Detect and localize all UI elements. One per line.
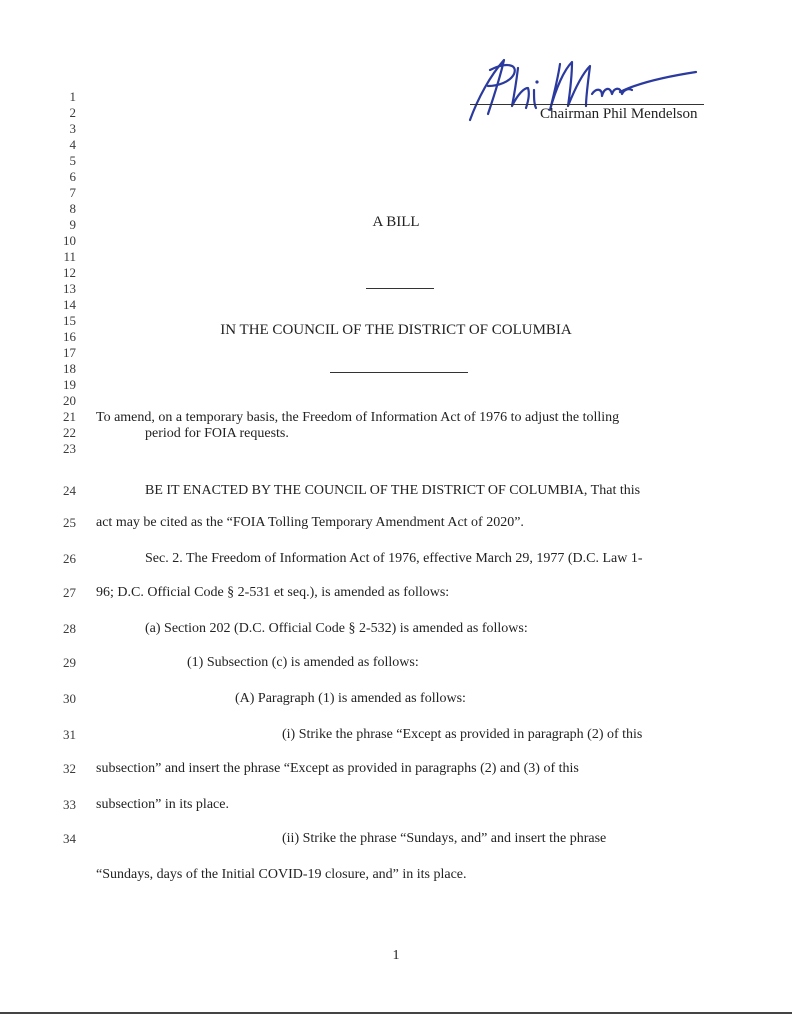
- chairman-name: Chairman Phil Mendelson: [540, 106, 698, 122]
- line-number: 7: [69, 185, 76, 200]
- line-number: 26: [63, 551, 76, 566]
- line-number: 17: [63, 345, 76, 360]
- line-number: 22: [63, 425, 76, 440]
- line-number: 6: [69, 169, 76, 184]
- body-line-32: subsection” in its place.: [96, 797, 229, 812]
- line-number: 21: [63, 409, 76, 424]
- line-number: 28: [63, 621, 76, 636]
- divider-long: [330, 372, 468, 373]
- line-number: 10: [63, 233, 76, 248]
- signature-line: [470, 104, 704, 105]
- line-number: 14: [63, 297, 76, 312]
- line-number: 23: [63, 441, 76, 456]
- line-number: 12: [63, 265, 76, 280]
- body-line-34: “Sundays, days of the Initial COVID-19 closure, and” in its place.: [96, 867, 467, 882]
- line-number: 19: [63, 377, 76, 392]
- body-line-28: (1) Subsection (c) is amended as follows:: [187, 655, 419, 670]
- line-number: 15: [63, 313, 76, 328]
- line-number: 20: [63, 393, 76, 408]
- body-line-26: 96; D.C. Official Code § 2-531 et seq.), is amended as follows:: [96, 585, 450, 600]
- page-number: 1: [392, 948, 400, 963]
- purpose-line-2: period for FOIA requests.: [145, 426, 289, 441]
- line-number: 33: [63, 797, 76, 812]
- line-number: 30: [63, 691, 76, 706]
- line-number: 3: [69, 121, 76, 136]
- line-number: 1: [69, 89, 76, 104]
- body-line-29: (A) Paragraph (1) is amended as follows:: [235, 691, 466, 706]
- body-line-27: (a) Section 202 (D.C. Official Code § 2-532) is amended as follows:: [145, 621, 528, 636]
- purpose-line-1: To amend, on a temporary basis, the Freedom of Information Act of 1976 to adjust the tolling: [96, 410, 620, 425]
- line-number: 8: [69, 201, 76, 216]
- body-line-24: act may be cited as the “FOIA Tolling Temporary Amendment Act of 2020”.: [96, 515, 524, 530]
- body-line-25: Sec. 2. The Freedom of Information Act of 1976, effective March 29, 1977 (D.C. Law 1-: [145, 551, 643, 566]
- line-number: 31: [63, 727, 76, 742]
- line-number: 34: [63, 831, 76, 846]
- line-number: 16: [63, 329, 76, 344]
- line-number: 9: [69, 217, 76, 232]
- line-number: 27: [63, 585, 76, 600]
- line-number: 24: [63, 483, 76, 498]
- body-line-31: subsection” and insert the phrase “Except as provided in paragraphs (2) and (3) of this: [96, 761, 579, 776]
- council-heading: IN THE COUNCIL OF THE DISTRICT OF COLUMBIA: [220, 322, 572, 338]
- body-line-30: (i) Strike the phrase “Except as provided in paragraph (2) of this: [282, 727, 643, 742]
- line-number: 18: [63, 361, 76, 376]
- line-number: 25: [63, 515, 76, 530]
- line-number: 32: [63, 761, 76, 776]
- divider-short: [366, 288, 434, 289]
- body-line-33: (ii) Strike the phrase “Sundays, and” and insert the phrase: [282, 831, 607, 846]
- line-number: 5: [69, 153, 76, 168]
- line-number: 29: [63, 655, 76, 670]
- footer-rule: [0, 1012, 792, 1014]
- enacting-clause: BE IT ENACTED BY THE COUNCIL OF THE DISTRICT OF COLUMBIA, That this: [145, 483, 641, 498]
- line-number: 2: [69, 105, 76, 120]
- bill-title: A BILL: [372, 214, 420, 230]
- line-number: 13: [63, 281, 76, 296]
- line-number: 11: [63, 249, 76, 264]
- line-number: 4: [69, 137, 76, 152]
